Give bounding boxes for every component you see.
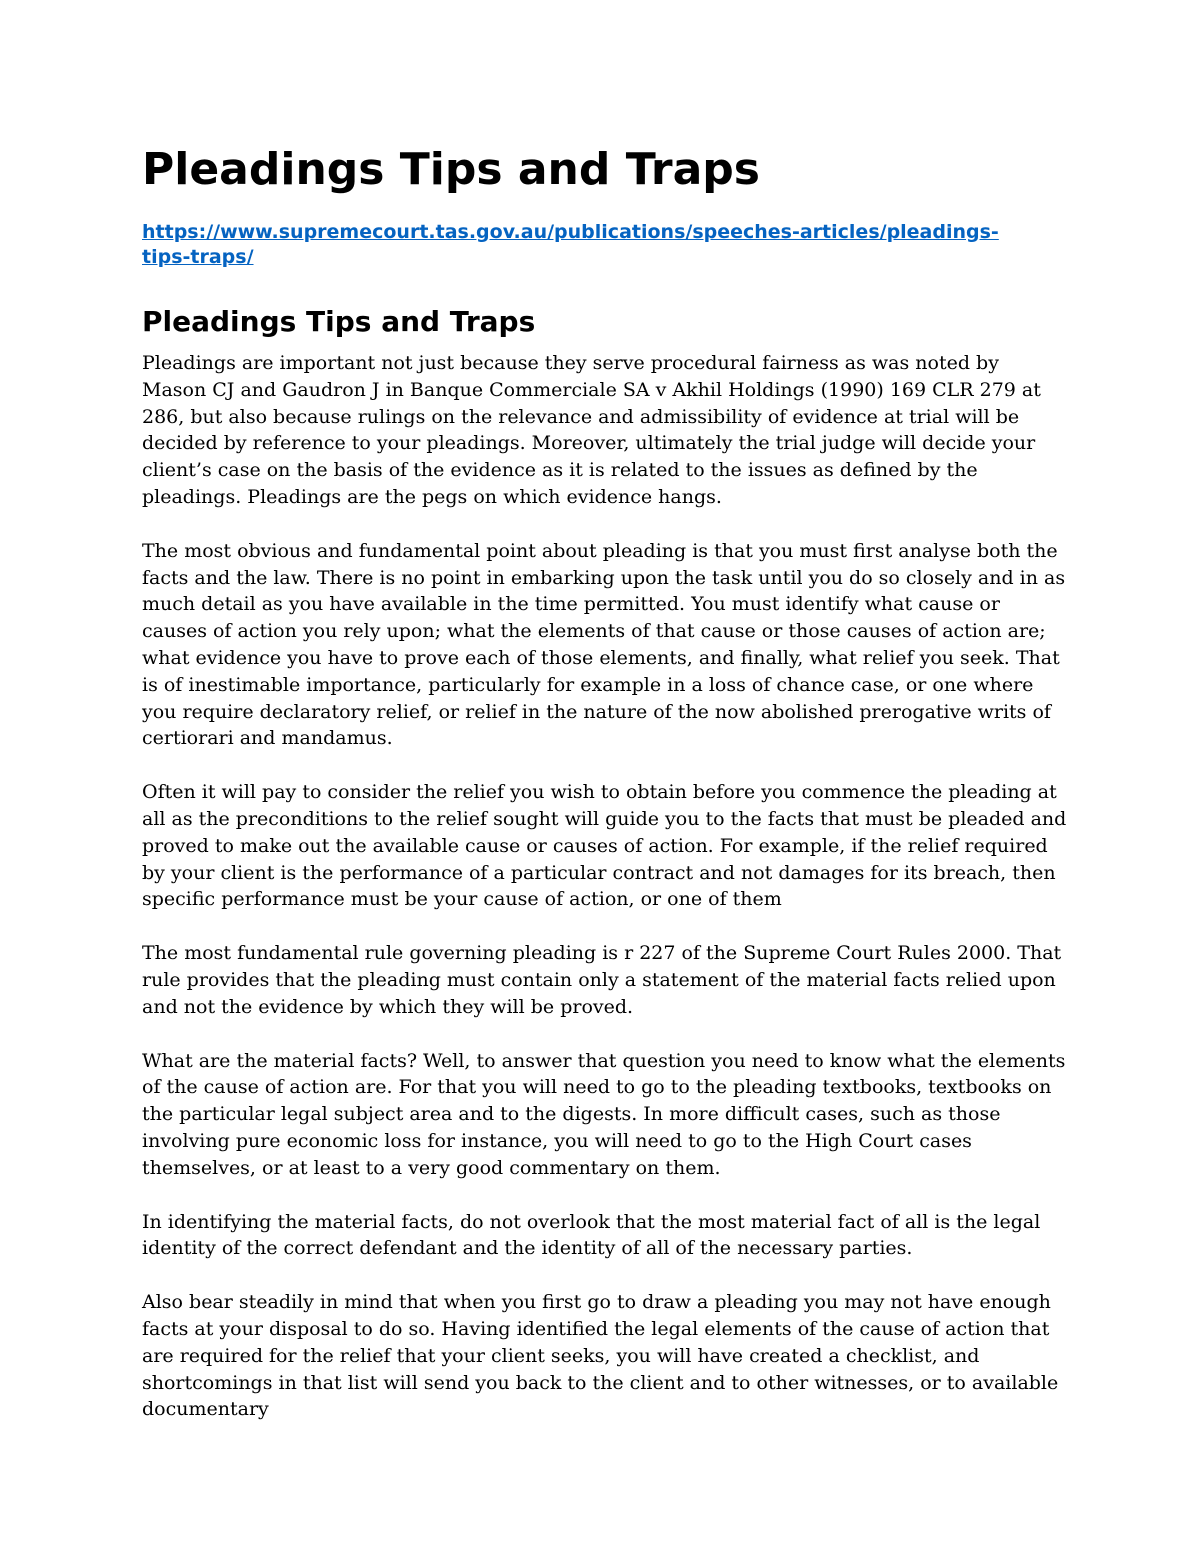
paragraph-6: In identifying the material facts, do not overlook that the most material fact of all is the legal identity of the correct defendant and the identity of all of the necessary parties.: [142, 1210, 1041, 1260]
source-link[interactable]: [142, 220, 1067, 270]
paragraph-4: The most fundamental rule governing pleading is r 227 of the Supreme Court Rules 2000. That rule provides that the pleading must contain only a statement of the material facts relied upon and not the evidence by which they will be proved.: [142, 942, 1062, 1018]
paragraph-7: Also bear steadily in mind that when you first go to draw a pleading you may not have enough facts at your disposal to do so. Having identified the legal elements of the cause of action that are required for the relief that your client seeks, you will have created a checklist, and shortcomings in that list will send you back to the client and to other witnesses, or to available documentary: [142, 1291, 1059, 1421]
source-link-line-1: https://www.supremecourt.tas.gov.au/publications/speeches-articles/pleadings-: [142, 221, 999, 243]
document-body: [142, 138, 1067, 1450]
paragraph-5: What are the material facts? Well, to answer that question you need to know what the elements of the cause of action are. For that you will need to go to the pleading textbooks, textbooks on the particular legal subject area and to the digests. In more difficult cases, such as those involving pure economic loss for instance, you will need to go to the High Court cases themselves, or at least to a very good commentary on them.: [142, 1049, 1066, 1179]
paragraph-1: Pleadings are important not just because they serve procedural fairness as was noted by Mason CJ and Gaudron J in Banque Commerciale SA v Akhil Holdings (1990) 169 CLR 279 at 286, but also because rulings on the relevance and admissibility of evidence at trial will be decided by reference to your pleadings. Moreover, ultimately the trial judge will decide your client’s case on the basis of the evidence as it is related to the issues as defined by the pleadings. Pleadings are the pegs on which evidence hangs.: [142, 352, 1041, 508]
source-link-line-2: tips-traps/: [142, 246, 254, 268]
section-heading: Pleadings Tips and Traps: [142, 305, 536, 338]
paragraph-2: The most obvious and fundamental point about pleading is that you must first analyse both the facts and the law. There is no point in embarking upon the task until you do so closely and in as much detail as you have available in the time permitted. You must identify what cause or causes of action you rely upon; what the elements of that cause or those causes of action are; what evidence you have to prove each of those elements, and finally, what relief you seek. That is of inestimable importance, particularly for example in a loss of chance case, or one where you require declaratory relief, or relief in the nature of the now abolished prerogative writs of certiorari and mandamus.: [142, 539, 1066, 750]
document-title: Pleadings Tips and Traps: [142, 144, 760, 195]
paragraph-3: Often it will pay to consider the relief you wish to obtain before you commence the pleading at all as the preconditions to the relief sought will guide you to the facts that must be pleaded and proved to make out the available cause or causes of action. For example, if the relief required by your client is the performance of a particular contract and not damages for its breach, then specific performance must be your cause of action, or one of them: [142, 781, 1067, 911]
